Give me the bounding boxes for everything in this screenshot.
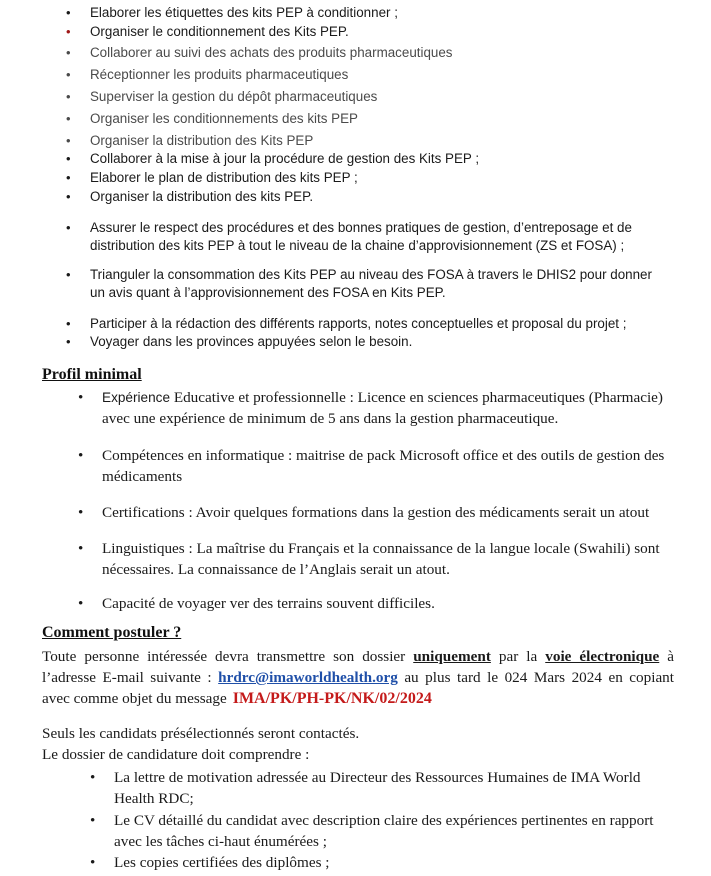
task-item: • Assurer le respect des procédures et des bonnes pratiques de gestion, d’entreposage et de distribution des kits PEP à tout le niveau de la chaine d’approvisionnement (ZS et FOSA) ; (66, 220, 632, 253)
bullet-icon: • (66, 111, 71, 126)
apply-line: l’adresse E-mail suivante : hrdrc@imaworldhealth.org au plus tard le 024 Mars 2024 en copiant (42, 669, 674, 686)
bullet-icon: • (90, 769, 96, 786)
bullet-icon: • (66, 334, 71, 349)
emphasis-voie-electronique: voie électronique (545, 648, 660, 665)
task-item: • Réceptionner les produits pharmaceutiques (66, 67, 349, 82)
apply-line: Toute personne intéressée devra transmettre son dossier uniquement par la voie électronique à (42, 648, 675, 665)
task-item: • Elaborer le plan de distribution des kits PEP ; (66, 170, 358, 185)
requirement-item: • Les copies certifiées des diplômes ; (90, 854, 330, 871)
profile-item: • Compétences en informatique : maitrise de pack Microsoft office et des outils de gestion des médicaments (78, 447, 665, 485)
bullet-icon: • (90, 812, 96, 829)
bullet-icon: • (66, 189, 71, 204)
bullet-icon: • (90, 854, 96, 871)
bullet-icon: • (78, 504, 84, 521)
task-item: • Superviser la gestion du dépôt pharmaceutiques (66, 89, 378, 104)
apply-line: avec comme objet du message IMA/PK/PH-PK/NK/02/2024 (42, 690, 432, 707)
task-item: • Trianguler la consommation des Kits PEP au niveau des FOSA à travers le DHIS2 pour donner un avis quant à l’approvisionnement des FOSA en Kits PEP. (66, 267, 652, 300)
bullet-icon: • (78, 389, 84, 406)
apply-paragraph (42, 646, 674, 709)
task-item: • Voyager dans les provinces appuyées selon le besoin. (66, 334, 413, 349)
requirement-item: • Le CV détaillé du candidat avec description claire des expériences pertinentes en rapport avec les tâches ci-haut énumérées ; (90, 812, 654, 850)
profile-item: • Expérience Educative et professionnelle : Licence en sciences pharmaceutiques (Pharmacie) avec une expérience de minimum de 5 ans dans la gestion pharmaceutique. (78, 389, 663, 427)
section-heading-profil: Profil minimal (42, 366, 142, 383)
task-item: • Organiser la distribution des kits PEP. (66, 189, 314, 204)
task-item: • Organiser la distribution des Kits PEP (66, 133, 314, 148)
bullet-icon: • (66, 316, 71, 331)
task-item: • Participer à la rédaction des différents rapports, notes conceptuelles et proposal du projet ; (66, 316, 627, 331)
bullet-icon: • (66, 45, 71, 60)
task-item: • Collaborer à la mise à jour la procédure de gestion des Kits PEP ; (66, 151, 480, 166)
profile-item: • Capacité de voyager ver des terrains souvent difficiles. (78, 595, 435, 612)
bullet-icon: • (78, 595, 84, 612)
requirement-item: • La lettre de motivation adressée au Directeur des Ressources Humaines de IMA World Health RDC; (90, 769, 641, 807)
bullet-icon: • (66, 267, 71, 282)
task-item: • Elaborer les étiquettes des kits PEP à conditionner ; (66, 5, 398, 20)
emphasis-uniquement: uniquement (413, 648, 491, 665)
task-item: • Organiser le conditionnement des Kits PEP. (66, 24, 349, 39)
task-item: • Collaborer au suivi des achats des produits pharmaceutiques (66, 45, 453, 60)
bullet-icon: • (66, 170, 71, 185)
section-heading-apply: Comment postuler ? (42, 624, 182, 641)
shortlist-note: Seuls les candidats présélectionnés seront contactés. (42, 725, 360, 742)
bullet-icon: • (78, 447, 84, 464)
profile-item-lead: Expérience (102, 390, 171, 405)
bullet-icon: • (66, 67, 71, 82)
profile-item: • Linguistiques : La maîtrise du Français et la connaissance de la langue locale (Swahili) sont nécessaires. La connaissance de l’Anglais serait un atout. (78, 540, 660, 578)
email-link[interactable]: hrdrc@imaworldhealth.org (218, 669, 398, 686)
task-item: • Organiser les conditionnements des kits PEP (66, 111, 358, 126)
bullet-icon: • (66, 5, 71, 20)
bullet-icon: • (66, 133, 71, 148)
bullet-icon: • (78, 540, 84, 557)
bullet-icon: • (66, 24, 71, 39)
dossier-intro: Le dossier de candidature doit comprendre : (42, 746, 310, 763)
bullet-icon: • (66, 151, 71, 166)
reference-code: IMA/PK/PH-PK/NK/02/2024 (232, 690, 432, 707)
bullet-icon: • (66, 89, 71, 104)
profile-item: • Certifications : Avoir quelques formations dans la gestion des médicaments serait un atout (78, 504, 650, 521)
bullet-icon: • (66, 220, 71, 235)
